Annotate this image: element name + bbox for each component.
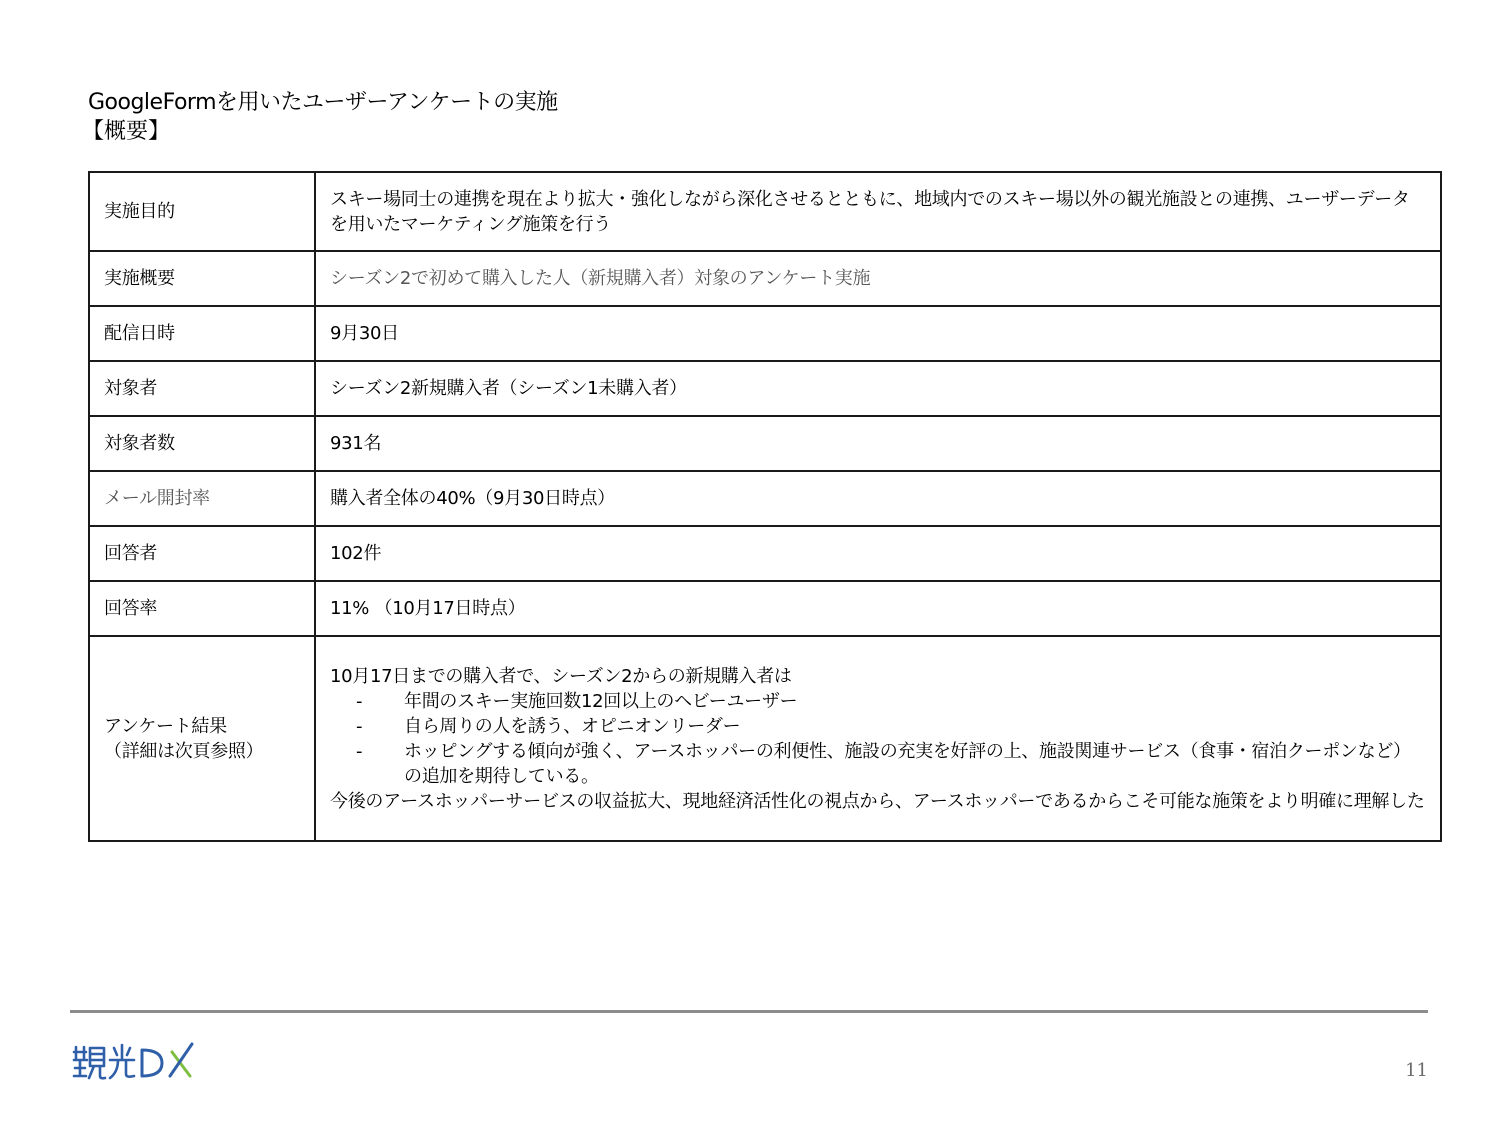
bullet-marker: -	[356, 690, 363, 712]
table-row-summary	[89, 251, 1441, 306]
result-bullets	[330, 689, 1426, 789]
row-label: メール開封率	[89, 471, 315, 526]
logo-kanji-kan	[74, 1047, 105, 1078]
page-title: GoogleFormを用いたユーザーアンケートの実施	[88, 90, 558, 115]
bullet-text: ホッピングする傾向が強く、アースホッパーの利便性、施設の充実を好評の上、施設関連サービス（食事・宿泊クーポンなど）の追加を期待している。	[404, 740, 1411, 787]
row-label: 対象者	[89, 361, 315, 416]
overview-table	[88, 171, 1442, 842]
row-label: 回答者	[89, 526, 315, 581]
row-value: 102件	[315, 526, 1441, 581]
result-label-line1: アンケート結果	[104, 715, 227, 737]
bullet-text: 年間のスキー実施回数12回以上のヘビーユーザー	[404, 690, 798, 712]
table-row-purpose	[89, 172, 1441, 251]
row-label: 回答率	[89, 581, 315, 636]
table-row-target	[89, 361, 1441, 416]
result-label-line2: （詳細は次頁参照）	[104, 740, 264, 762]
logo	[70, 1040, 200, 1085]
result-value	[315, 636, 1441, 841]
row-value: 11% （10月17日時点）	[315, 581, 1441, 636]
bullet-text: 自ら周りの人を誘う、オピニオンリーダー	[404, 715, 741, 737]
table-row-respondents	[89, 526, 1441, 581]
row-value: 931名	[315, 416, 1441, 471]
page-subtitle: 【概要】	[82, 119, 171, 144]
list-item	[330, 689, 1426, 714]
bullet-marker: -	[356, 715, 363, 737]
logo-letters-dx	[142, 1044, 192, 1076]
row-label: 実施概要	[89, 251, 315, 306]
bullet-marker: -	[356, 740, 363, 762]
row-value: シーズン2で初めて購入した人（新規購入者）対象のアンケート実施	[315, 251, 1441, 306]
row-label: 対象者数	[89, 416, 315, 471]
row-value: 9月30日	[315, 306, 1441, 361]
result-intro: 10月17日までの購入者で、シーズン2からの新規購入者は	[330, 665, 792, 687]
row-value: シーズン2新規購入者（シーズン1未購入者）	[315, 361, 1441, 416]
page-number: 11	[1405, 1060, 1428, 1081]
table-row-survey-result	[89, 636, 1441, 841]
result-outro: 今後のアースホッパーサービスの収益拡大、現地経済活性化の視点から、アースホッパーであるからこそ可能な施策をより明確に理解した	[330, 790, 1425, 812]
table-row-response-rate	[89, 581, 1441, 636]
footer-divider	[70, 1010, 1428, 1013]
row-label: 実施目的	[89, 172, 315, 251]
list-item	[330, 739, 1426, 789]
table-row-delivery-date	[89, 306, 1441, 361]
row-label: 配信日時	[89, 306, 315, 361]
title-block	[82, 88, 1088, 146]
row-value: スキー場同士の連携を現在より拡大・強化しながら深化させるとともに、地域内でのスキー場以外の観光施設との連携、ユーザーデータを用いたマーケティング施策を行う	[315, 172, 1441, 251]
table-row-target-count	[89, 416, 1441, 471]
result-label	[89, 636, 315, 841]
table-row-open-rate	[89, 471, 1441, 526]
list-item	[330, 714, 1426, 739]
logo-kanji-kou	[110, 1045, 134, 1078]
row-value: 購入者全体の40%（9月30日時点）	[315, 471, 1441, 526]
